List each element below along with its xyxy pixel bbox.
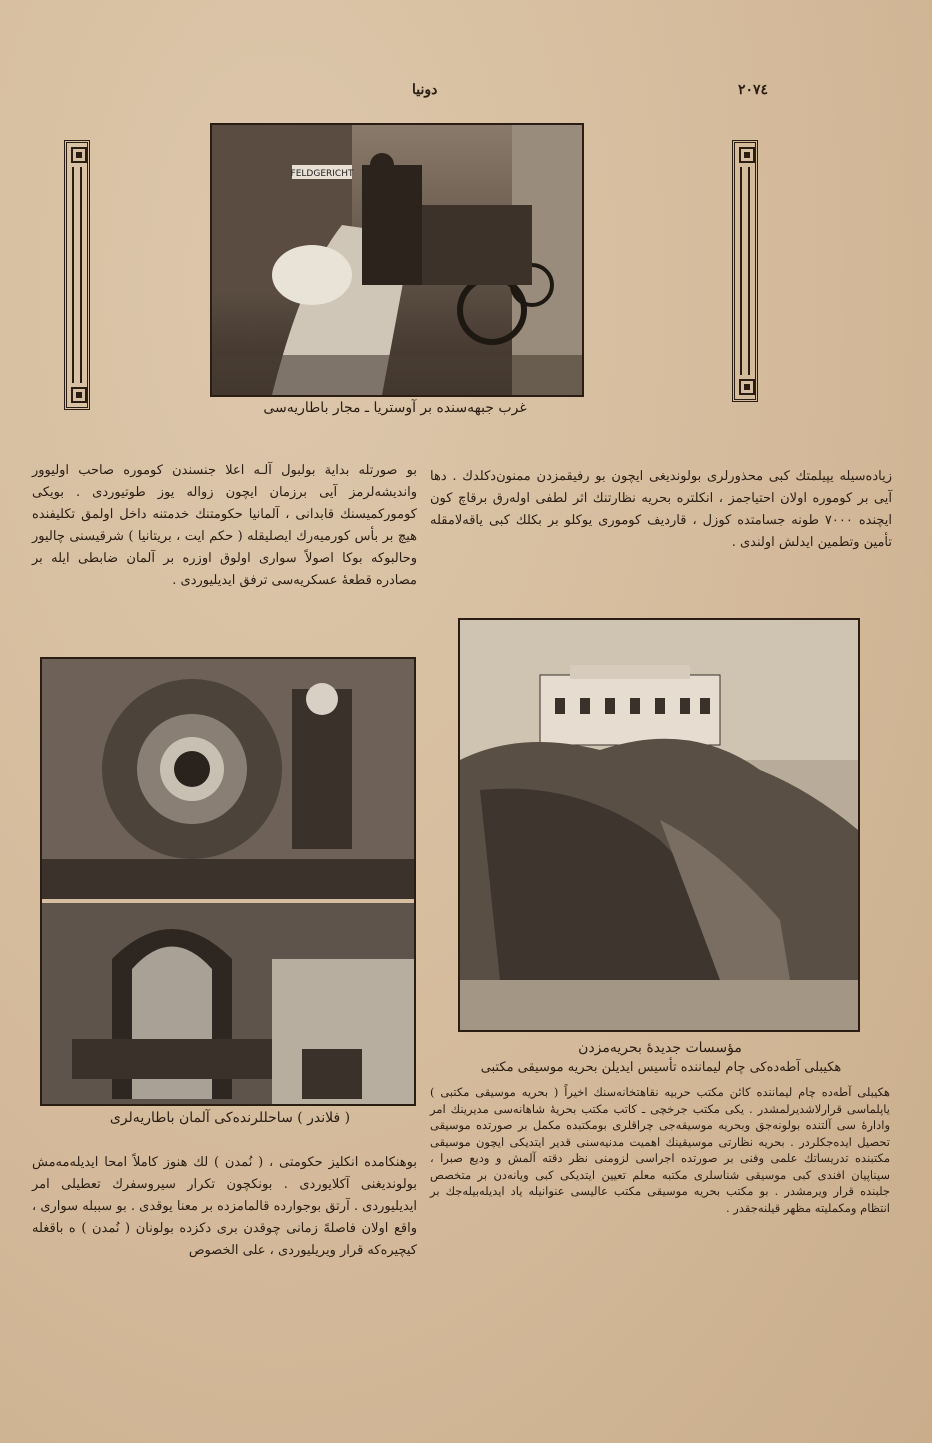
school-description: هكیبلی آطه‌ده چام لیماننده كائن مكتب حربیه نقاهتخانه‌سنك اخیراً ( بحریه موسیقی مكتبی ) یاپلماسی قرارلاشدیرلمشدر . یكی مكتب جرخچی ـ كاتب مكتب بحریهٔ شاهانه‌سی مدیرینك امر وادارهٔ سی آلتنده بولونه‌جق وبحریه موسیقه‌جی چراقلری بومكتبده مكمل بر صورتده موسیقی تحصیل ایده‌جكلردر . بحریه نظارتی موسیقینك اهمیت مدنیه‌سنی قدیر ایتدیكی ایچون موسیقی مكتبنده تدریساتك علمی وفنی بر صورتده اجراسی لزومنی نظر دقته آلمش و ودیع صبرا ، سیناپیان افندی كبی موسیقی شناسلری مكتبه معلم تعیین ایتدیكی كبی ویانه‌دن بر متخصص جلبنده قرار ویرمشدر . بو مكتب بحریه موسیقی مكتب عالیسی عنوانیله یاد ایدیله‌بیله‌جك بر انتظام ومكملیته مظهر قیلنه‌جقدر .: [430, 1085, 890, 1215]
ornament-square-icon: [71, 147, 87, 163]
ornament-square-icon: [71, 387, 87, 403]
left-column-paragraph: بو صورتله بدایة بولبول آلـه اعلا جنسندن كوموره صاحب اولیوور واندیشه‌لرمز آیی برزمان ایچون زواله یوز طوتیوردی . بویكی كوموركمیسنك قابدانی ، آلمانیا حكومتنك خدمتنه داخل اولمق تكلیفنده هیچ بر بأس كورمیه‌رك ایصلیقله ( حكم ایت ، بریتانیا ) شرقیسنی چالیور وحالبوكه بوكا اصولاً سواری اولوق اوزره بر آلمان ضابطی ایله بر مصادره قطعهٔ عسكریه‌سی ترفق ایدیلیوردی .: [32, 463, 417, 588]
ornamental-border-left: [64, 140, 90, 410]
school-caption-subtitle: هكیبلی آطه‌ده‌كی چام لیماننده تأسیس ایدیلن بحریه موسیقی مكتبی: [480, 1060, 842, 1075]
journal-title: دونیا: [412, 82, 438, 98]
artillery-street-photo: [210, 123, 584, 397]
feldgericht-sign: FELDGERICHT: [290, 169, 354, 179]
bottom-left-paragraph: بوهنكامده انكلیز حكومتی ، ( نُمدن ) لك هنوز كاملاً امحا ایدیله‌مه‌مش بولوندیغنی آكلایوردی . بونكچون تكرار سیروسفرك تعطیلی امر ایدیلیوردی . آرتق بوجوارده قالمامزده بر معنا یوقدی . بو سببله سواری ، واقع اولان فاصلهً زمانی چوقدن برى دكزده بولونان ( نُمدن ) ه باقغله كیچیره‌كه قرار ویریلیوردی ، علی الخصوص: [32, 1155, 417, 1258]
top-photo-caption: غرب جبهه‌سنده بر آوستریا ـ مجار باطاریه‌سی: [263, 400, 527, 416]
school-caption-title: مؤسسات جدیدهٔ بحریه‌مزدن: [578, 1040, 742, 1056]
music-school-photo: [458, 618, 860, 1032]
right-column-paragraph: زیاده‌سیله یپیلمتك كبی محذورلری بولوندیغی ایچون بو رفیقمزدن ممنون‌دكلدك . دها آیی بر كوموره اولان احتیاجمز ، انكلتره بحریه نظارتنك اثر لطفی اوله‌رق برقاچ كون ایچنده ٧٠٠٠ طونه جسامتده كوزل ، قاردیف كوموری یوكلو بر بكلك كبی یاقه‌لامقله تأمین وتطمین ایدلش اولندی .: [430, 469, 893, 550]
gun-photo-caption: ( فلاندر ) ساحللرنده‌كی آلمان باطاریه‌لری: [109, 1110, 351, 1126]
ornament-square-icon: [739, 379, 755, 395]
ornament-square-icon: [739, 147, 755, 163]
page-number: ٢٠٧٤: [738, 82, 769, 98]
ornamental-border-right: [732, 140, 758, 402]
coastal-battery-photo: [40, 657, 416, 1106]
